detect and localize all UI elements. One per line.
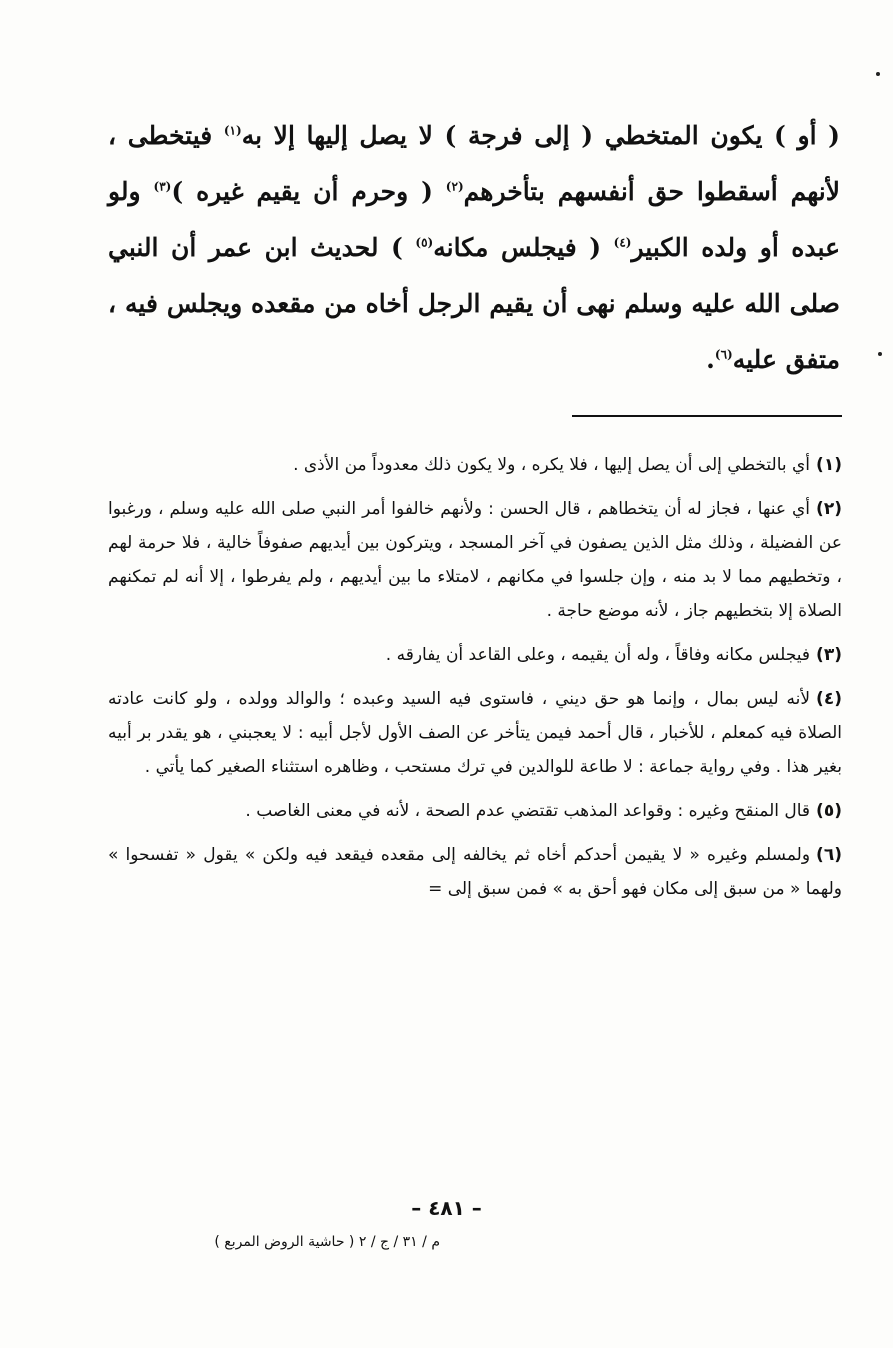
main-text [108, 108, 840, 388]
footnote-ref: (١) [223, 123, 242, 138]
footnote-number: (٢) [816, 499, 842, 519]
footnote [108, 638, 842, 672]
footnote-number: (٥) [816, 801, 842, 821]
footnote [108, 492, 842, 628]
footnote-number: (٣) [816, 645, 842, 665]
footnote-number: (٦) [816, 845, 842, 865]
main-text-segment: فيتخطى ، لأنهم أسقطوا حق أنفسهم بتأخرهم [108, 121, 841, 206]
scan-speck [876, 72, 880, 76]
footer-signature: م / ٣١ / ج / ٢ ( حاشية الروض المربع ) [214, 1234, 440, 1250]
footnote-number: (٤) [816, 689, 842, 709]
footnote-ref: (٣) [153, 179, 172, 194]
footnote-ref: (٥) [415, 235, 434, 250]
footnote [108, 794, 842, 828]
footnote-text: قال المنقح وغيره : وقواعد المذهب تقتضي عدم الصحة ، لأنه في معنى الغاصب . [245, 801, 811, 821]
footnote-separator [572, 415, 842, 417]
footnote-text: ولمسلم وغيره « لا يقيمن أحدكم أخاه ثم يخالفه إلى مقعده فيقعد فيه ولكن » يقول « تفسحوا » ولهما « من سبق إلى مكان فهو أحق به » فمن سبق إلى = [108, 845, 842, 899]
footnotes [108, 448, 842, 916]
footnote-text: أي بالتخطي إلى أن يصل إليها ، فلا يكره ، ولا يكون ذلك معدوداً من الأذى . [293, 455, 811, 475]
footnote [108, 682, 842, 784]
page-number: – ٤٨١ – [411, 1196, 482, 1220]
footnote [108, 838, 842, 906]
main-paragraph [108, 108, 840, 388]
main-text-segment: ولو عبده أو ولده الكبير [108, 177, 840, 262]
main-text-segment: ) لحديث ابن عمر أن النبي صلى الله عليه وسلم نهى أن يقيم الرجل أخاه من مقعده ويجلس فيه ، متفق عليه [108, 233, 840, 374]
footnote-number: (١) [816, 455, 842, 475]
main-text-segment: ( فيجلس مكانه [433, 233, 614, 262]
main-text-segment: ( أو ) يكون المتخطي ( إلى فرجة ) لا يصل إليها إلا به [241, 121, 840, 150]
footnote-text: فيجلس مكانه وفاقاً ، وله أن يقيمه ، وعلى القاعد أن يفارقه . [385, 645, 811, 665]
footnote-text: لأنه ليس بمال ، وإنما هو حق ديني ، فاستوى فيه السيد وعبده ؛ والوالد وولده ، ولو كانت عادته الصلاة فيه كمعلم ، للأخبار ، قال أحمد فيمن يتأخر عن الصف الأول لأجل أبيه : لا يعجبني ، هو يقدر بر أبيه بغير هذا . وفي رواية جماعة : لا طاعة للوالدين في ترك مستحب ، وظاهره استثناء الصغير كما يأتي . [108, 689, 842, 777]
main-text-segment: . [706, 345, 715, 374]
footnote-ref: (٤) [613, 235, 632, 250]
footnote [108, 448, 842, 482]
scan-speck [878, 352, 882, 356]
main-text-segment: ( وحرم أن يقيم غيره ) [171, 177, 446, 206]
footnote-ref: (٢) [445, 179, 464, 194]
footnote-ref: (٦) [714, 347, 733, 362]
footnote-text: أي عنها ، فجاز له أن يتخطاهم ، قال الحسن : ولأنهم خالفوا أمر النبي صلى الله عليه وسلم ، ورغبوا عن الفضيلة ، وذلك مثل الذين يصفون في آخر المسجد ، ويتركون بين أيديهم صفوفاً خالية ، فلا حرمة لهم ، وتخطيهم مما لا بد منه ، وإن جلسوا في مكانهم ، لامتلاء ما بين أيديهم ، ولم يفرطوا ، إلا أنه لم تمكنهم الصلاة إلا بتخطيهم جاز ، لأنه موضع حاجة . [108, 499, 842, 621]
